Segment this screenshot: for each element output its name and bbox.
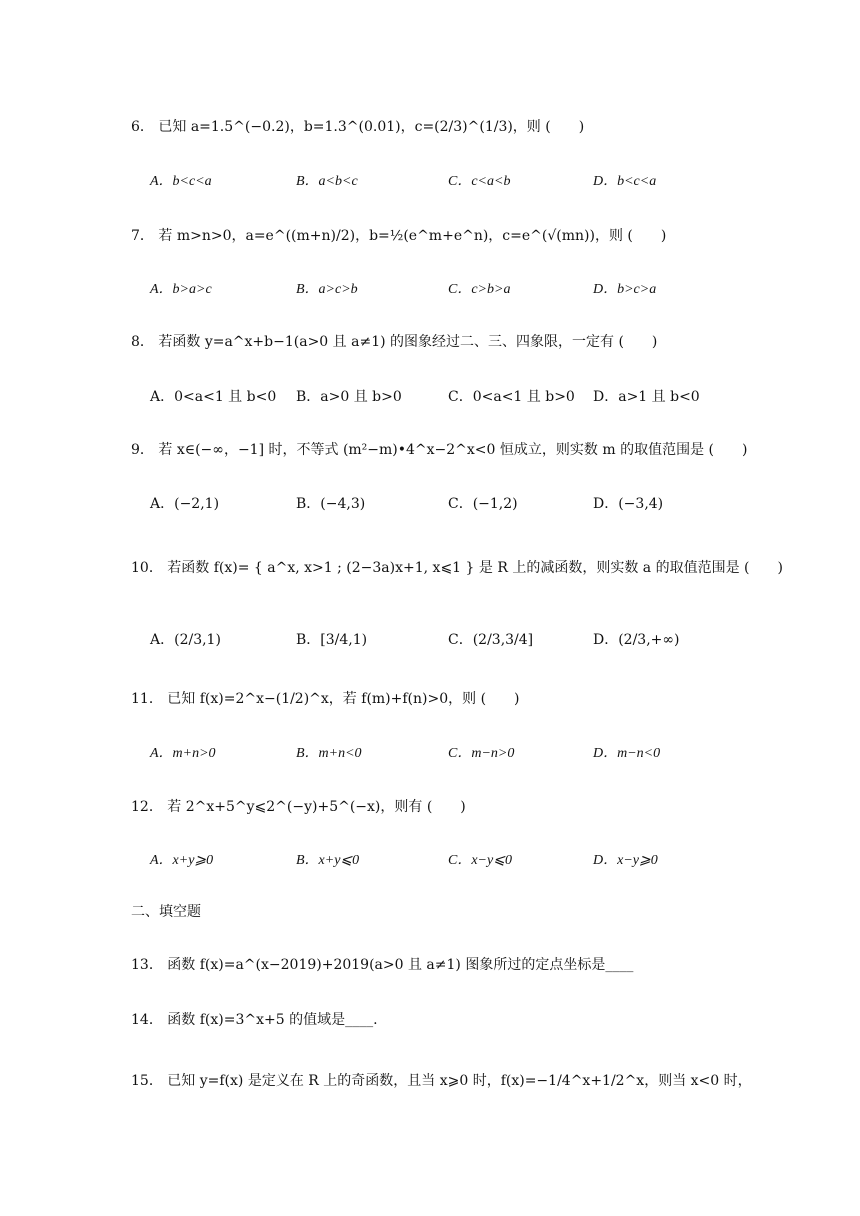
question-number: 7．	[131, 228, 154, 244]
option-b: B．a<b<c	[296, 174, 358, 189]
option-d: D．m−n<0	[593, 746, 661, 761]
option-a: A．0<a<1 且 b<0	[150, 389, 277, 405]
question-number: 9．	[131, 442, 154, 458]
option-d: D．a>1 且 b<0	[593, 389, 700, 405]
question-stem: 已知 y=f(x) 是定义在 R 上的奇函数，且当 x⩾0 时，f(x)=−1/4^x+1/2^x，则当 x<0 时，	[167, 1073, 752, 1089]
question-12	[131, 797, 466, 817]
option-d: D．x−y⩾0	[593, 853, 658, 868]
question-stem: 若 m>n>0，a=e^((m+n)/2)，b=½(e^m+e^n)，c=e^(√(mn))，则 ( )	[158, 228, 667, 244]
option-c: C．m−n>0	[448, 746, 515, 761]
option-d: D．b<c<a	[593, 174, 657, 189]
option-c: C．c<a<b	[448, 174, 511, 189]
question-stem: 若 x∈(−∞，−1] 时，不等式 (m²−m)•4^x−2^x<0 恒成立，则实数 m 的取值范围是 ( )	[158, 442, 748, 458]
option-a: A．x+y⩾0	[150, 853, 214, 868]
question-13	[131, 955, 633, 975]
question-number: 8．	[131, 334, 154, 350]
question-stem: 若函数 f(x)= { a^x, x>1 ; (2−3a)x+1, x⩽1 } 是 R 上的减函数，则实数 a 的取值范围是 ( )	[167, 560, 783, 576]
question-7	[131, 226, 666, 246]
question-14	[131, 1010, 378, 1030]
option-a: A．b<c<a	[150, 174, 212, 189]
option-a: A．(2/3,1)	[150, 632, 221, 648]
option-d: D．b>c>a	[593, 282, 657, 297]
question-8	[131, 332, 657, 352]
option-b: B．a>c>b	[296, 282, 358, 297]
question-stem: 已知 a=1.5^(−0.2)，b=1.3^(0.01)，c=(2/3)^(1/3)，则 ( )	[158, 119, 585, 135]
question-number: 12．	[131, 799, 163, 815]
question-stem: 函数 f(x)=3^x+5 的值域是____.	[167, 1012, 378, 1028]
question-number: 13．	[131, 957, 163, 973]
option-b: B．x+y⩽0	[296, 853, 360, 868]
question-stem: 已知 f(x)=2^x−(1/2)^x，若 f(m)+f(n)>0，则 ( )	[167, 691, 520, 707]
question-stem: 函数 f(x)=a^(x−2019)+2019(a>0 且 a≠1) 图象所过的定点坐标是____	[167, 957, 634, 973]
option-b: B．[3/4,1)	[296, 632, 368, 648]
question-15	[131, 1071, 752, 1091]
question-number: 6．	[131, 119, 154, 135]
option-b: B．m+n<0	[296, 746, 362, 761]
question-9	[131, 440, 747, 460]
question-6	[131, 117, 584, 137]
option-b: B．a>0 且 b>0	[296, 389, 402, 405]
option-c: C．x−y⩽0	[448, 853, 512, 868]
question-10	[131, 558, 783, 578]
option-c: C．c>b>a	[448, 282, 511, 297]
section-title: 二、填空题	[131, 904, 201, 920]
option-c: C．(2/3,3/4]	[448, 632, 534, 648]
question-11	[131, 689, 520, 709]
question-number: 10．	[131, 560, 163, 576]
option-c: C．0<a<1 且 b>0	[448, 389, 575, 405]
question-number: 14．	[131, 1012, 163, 1028]
option-d: D．(2/3,+∞)	[593, 632, 680, 648]
option-d: D．(−3,4)	[593, 496, 664, 512]
option-b: B．(−4,3)	[296, 496, 366, 512]
question-number: 15．	[131, 1073, 163, 1089]
question-number: 11．	[131, 691, 163, 707]
question-stem: 若函数 y=a^x+b−1(a>0 且 a≠1) 的图象经过二、三、四象限，一定有 ( )	[158, 334, 658, 350]
option-a: A．m+n>0	[150, 746, 216, 761]
option-c: C．(−1,2)	[448, 496, 518, 512]
question-stem: 若 2^x+5^y⩽2^(−y)+5^(−x)，则有 ( )	[167, 799, 466, 815]
option-a: A．(−2,1)	[150, 496, 220, 512]
option-a: A．b>a>c	[150, 282, 212, 297]
